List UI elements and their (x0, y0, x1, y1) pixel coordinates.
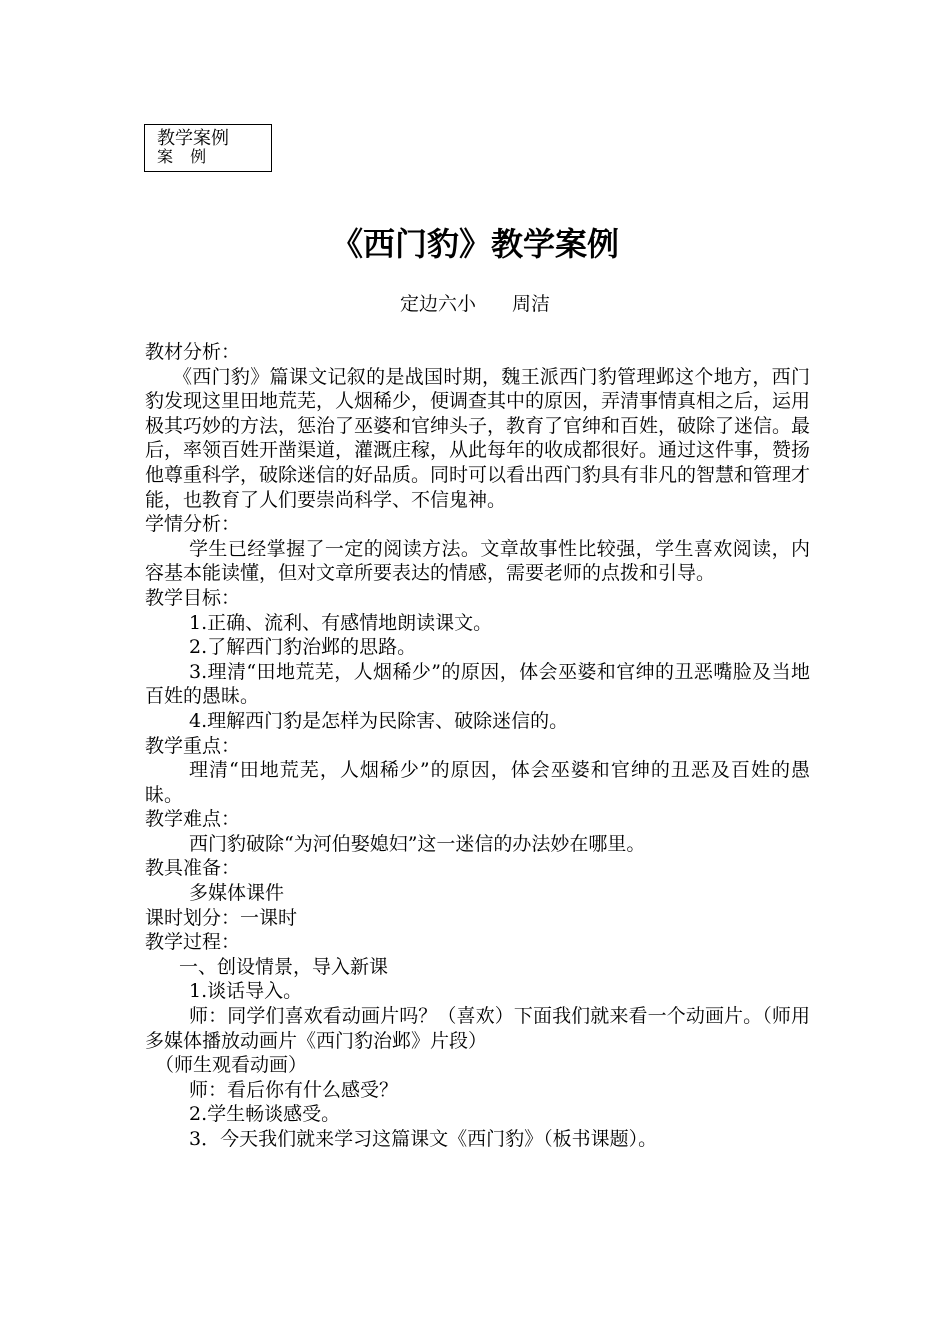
goal-item: 1.正确、流利、有感情地朗读课文。 (189, 611, 493, 634)
section-heading-students: 学情分析： (145, 513, 241, 536)
section-heading-goals: 教学目标： (145, 586, 241, 609)
difficulty-paragraph: 西门豹破除“为河伯娶媳妇”这一迷信的办法妙在哪里。 (189, 832, 646, 855)
process-paragraph: 2.学生畅谈感受。 (189, 1103, 341, 1126)
process-paragraph: 1.谈话导入。 (189, 980, 303, 1003)
students-paragraph: 学生已经掌握了一定的阅读方法。文章故事性比较强，学生喜欢阅读，内容基本能读懂，但对文章所要表达的情感，需要老师的点拨和引导。 (145, 537, 810, 585)
label-line-1: 教学案例 (157, 128, 229, 149)
section-heading-difficulty: 教学难点： (145, 808, 241, 831)
goal-item: 2.了解西门豹治邺的思路。 (189, 636, 417, 659)
author-school: 定边六小 (399, 293, 476, 315)
section-heading-tools: 教具准备： (145, 857, 241, 880)
author-line (0, 292, 950, 316)
label-box (144, 124, 272, 172)
process-step-heading: 一、创设情景，导入新课 (179, 955, 389, 978)
author-name: 周洁 (512, 293, 551, 315)
process-paragraph: 师：看后你有什么感受？ (189, 1078, 399, 1101)
process-paragraph: 3．今天我们就来学习这篇课文《西门豹》（板书课题）。 (189, 1128, 658, 1150)
material-paragraph: 《西门豹》篇课文记叙的是战国时期，魏王派西门豹管理邺这个地方，西门豹发现这里田地荒芜，人烟稀少，便调查其中的原因，弄清事情真相之后，运用极其巧妙的方法，惩治了巫婆和官绅头子，教育了官绅和百姓，破除了迷信。最后，率领百姓开凿渠道，灌溉庄稼，从此每年的收成都很好。通过这件事，赞扬他尊重科学，破除迷信的好品质。同时可以看出西门豹具有非凡的智慧和管理才能，也教育了人们要崇尚科学、不信鬼神。 (145, 365, 811, 511)
section-heading-material: 教材分析： (145, 341, 241, 363)
hours-line: 课时划分：一课时 (145, 906, 298, 929)
section-heading-key: 教学重点： (145, 734, 241, 757)
goal-item: 3.理清“田地荒芜，人烟稀少”的原因，体会巫婆和官绅的丑恶嘴脸及当地百姓的愚昧。 (145, 660, 810, 708)
label-line-2: 案 例 (157, 147, 213, 166)
section-heading-process: 教学过程： (145, 931, 241, 954)
process-paragraph: 师：同学们喜欢看动画片吗？（喜欢）下面我们就来看一个动画片。（师用多媒体播放动画片《西门豹治邺》片段） (145, 1005, 810, 1052)
document-body (145, 340, 810, 1152)
process-paragraph: （师生观看动画） (155, 1054, 308, 1077)
key-paragraph: 理清“田地荒芜，人烟稀少”的原因，体会巫婆和官绅的丑恶及百姓的愚昧。 (145, 759, 810, 806)
document-title: 《西门豹》教学案例 (330, 225, 619, 263)
goal-item: 4.理解西门豹是怎样为民除害、破除迷信的。 (189, 709, 569, 732)
tools-paragraph: 多媒体课件 (189, 882, 285, 905)
